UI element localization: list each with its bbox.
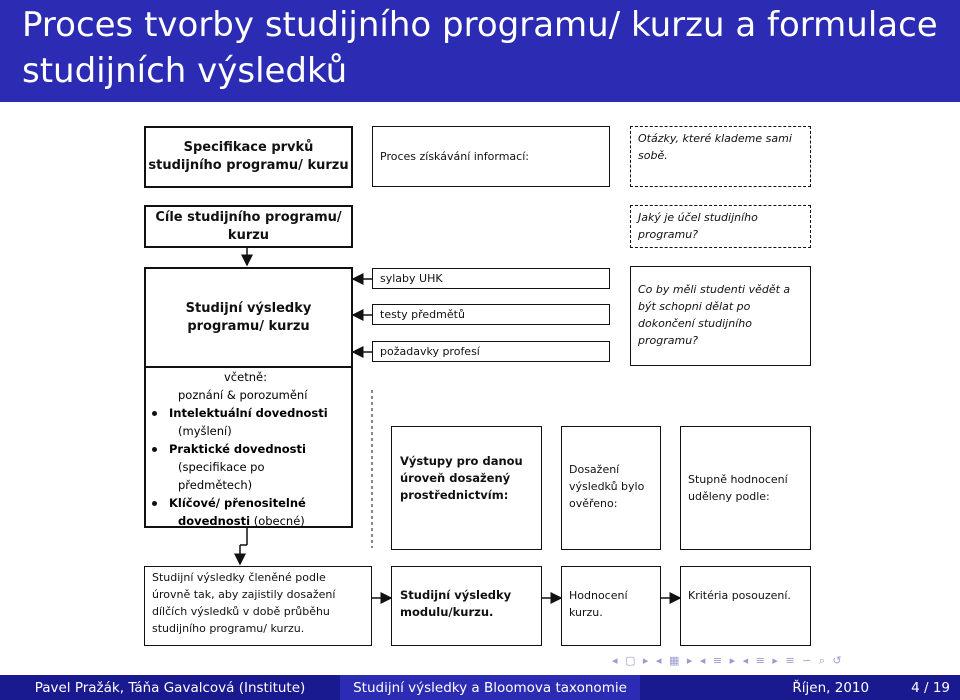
split-box	[144, 566, 372, 646]
achieved-label: Dosažení výsledků bylo ověřeno:	[569, 463, 645, 510]
questions-box-label: Otázky, které klademe sami sobě.	[638, 132, 792, 162]
including-knowledge: poznání & porozumění	[178, 388, 308, 402]
process-box	[372, 126, 610, 187]
footer-date-page	[640, 675, 960, 700]
source1-label: sylaby UHK	[380, 272, 443, 285]
bullet-icon	[152, 501, 157, 506]
outputs-box	[391, 426, 542, 550]
footer-date: Říjen, 2010	[792, 679, 870, 696]
footer-talk-title: Studijní výsledky a Bloomova taxonomie	[340, 675, 640, 700]
including-key2	[152, 512, 328, 530]
criteria-label: Kritéria posouzení.	[688, 589, 791, 602]
including-list	[152, 368, 328, 530]
outcomes-box	[144, 267, 353, 368]
slide-title: Proces tvorby studijního programu/ kurzu a formulace studijních výsledků	[22, 5, 938, 91]
grades-box	[680, 426, 811, 550]
spec-box-label: Specifikace prvků studijního programu/ kurzu	[148, 140, 349, 173]
bullet-icon	[152, 447, 157, 452]
including-practical	[152, 440, 328, 458]
key-label: Klíčové/ přenositelné	[169, 496, 306, 510]
footer-page: 4 / 19	[911, 679, 950, 696]
module-box	[391, 566, 542, 646]
questions-box	[630, 126, 811, 187]
grades-label: Stupně hodnocení uděleny podle:	[688, 473, 788, 503]
including-intellectual	[152, 404, 328, 422]
bullet-icon	[152, 411, 157, 416]
outputs-label: Výstupy pro danou úroveň dosažený prostřednictvím:	[400, 454, 523, 502]
including-practical-note1: (specifikace po	[178, 460, 265, 474]
beamer-navigation[interactable]: ◂ ▢ ▸ ◂ ▦ ▸ ◂ ≡ ▸ ◂ ≡ ▸ ≡ ∽ ⌕ ↺	[612, 654, 844, 667]
footer-authors: Pavel Pražák, Táňa Gavalcová (Institute)	[0, 675, 340, 700]
including-key	[152, 494, 328, 512]
course-eval-box	[561, 566, 661, 646]
key-note: (obecné)	[253, 514, 305, 528]
split-label: Studijní výsledky členěné podle úrovně tak, aby zajistily dosažení dílčích výsledků v době průběhu studijního programu/ kurzu.	[152, 571, 336, 635]
key2-label: dovednosti	[178, 514, 251, 528]
source-box-3	[372, 341, 610, 362]
source-box-1	[372, 268, 610, 289]
including-practical-note2: předmětech)	[178, 478, 253, 492]
intellectual-label: Intelektuální dovednosti	[169, 406, 328, 420]
including-intro: včetně:	[224, 370, 267, 384]
purpose-box	[630, 205, 811, 248]
spec-box	[144, 126, 353, 188]
footer	[0, 675, 960, 700]
source3-label: požadavky profesí	[380, 345, 480, 358]
achieved-box	[561, 426, 661, 550]
source-box-2	[372, 304, 610, 325]
know-do-label: Co by měli studenti vědět a být schopni dělat po dokončení studijního programu?	[638, 283, 791, 347]
process-box-label: Proces získávání informací:	[380, 150, 529, 163]
outcomes-box-label: Studijní výsledky programu/ kurzu	[185, 300, 312, 334]
purpose-box-label: Jaký je účel studijního programu?	[638, 211, 758, 241]
including-intellectual-note: (myšlení)	[178, 424, 232, 438]
goals-box	[144, 205, 353, 248]
know-do-box	[630, 266, 811, 366]
practical-label: Praktické dovednosti	[169, 442, 306, 456]
module-label: Studijní výsledky modulu/kurzu.	[400, 588, 512, 619]
source2-label: testy předmětů	[380, 308, 465, 321]
criteria-box	[680, 566, 811, 646]
course-eval-label: Hodnocení kurzu.	[569, 589, 628, 619]
goals-box-label: Cíle studijního programu/ kurzu	[155, 209, 342, 243]
